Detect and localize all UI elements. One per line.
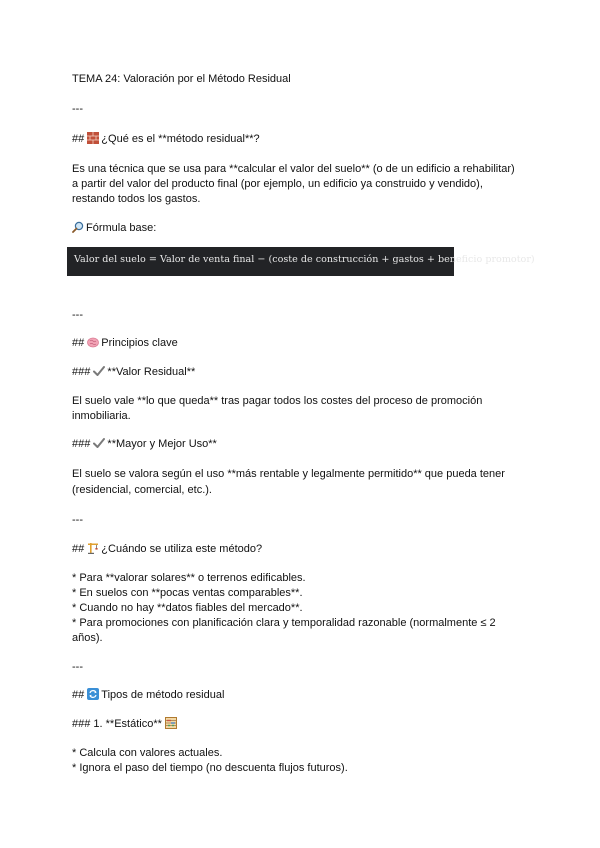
heading-valor-residual [72, 364, 195, 380]
formula-label [72, 220, 156, 236]
magnifier-icon [72, 221, 84, 233]
paragraph-line: El suelo vale **lo que queda** tras pagar todos los costes del proceso de promoción [72, 395, 483, 407]
paragraph-line: El suelo se valora según el uso **más rentable y legalmente permitido** que pueda tener [72, 468, 505, 480]
heading-prefix: ### [72, 366, 94, 378]
formula-label-text: Fórmula base: [86, 222, 157, 234]
horizontal-rule: --- [72, 103, 83, 115]
paragraph-line: a partir del valor del producto final (por ejemplo, un edificio ya construido y vendido), [72, 178, 483, 190]
brick-icon [87, 132, 99, 144]
list-item: * Para promociones con planificación clara y temporalidad razonable (normalmente ≤ 2 [72, 617, 496, 629]
heading-text: ### 1. **Estático** [72, 718, 165, 730]
list-item: años). [72, 632, 103, 644]
check-icon [93, 437, 105, 449]
heading-prefix: ## [72, 689, 88, 701]
horizontal-rule: --- [72, 514, 83, 526]
list-item: * Ignora el paso del tiempo (no descuenta flujos futuros). [72, 762, 348, 774]
heading-tipos [72, 687, 224, 703]
paragraph-line: Es una técnica que se usa para **calcular el valor del suelo** (o de un edificio a rehabilitar) [72, 163, 515, 175]
heading-text: Principios clave [101, 337, 178, 349]
formula-text: Valor del suelo = Valor de venta final − (coste de construcción + gastos + beneficio promotor) [74, 254, 535, 265]
horizontal-rule: --- [72, 309, 83, 321]
cycle-icon [87, 688, 99, 700]
heading-prefix: ## [72, 543, 88, 555]
heading-text: ¿Qué es el **método residual**? [101, 133, 260, 145]
heading-principios [72, 335, 178, 351]
paragraph-line: restando todos los gastos. [72, 193, 201, 205]
heading-prefix: ### [72, 438, 94, 450]
list-item: * En suelos con **pocas ventas comparables**. [72, 587, 303, 599]
abacus-icon [165, 717, 177, 729]
horizontal-rule: --- [72, 661, 83, 673]
heading-cuando [72, 541, 262, 557]
heading-que-es [72, 131, 260, 147]
heading-text: Tipos de método residual [101, 689, 225, 701]
heading-mayor-uso [72, 436, 217, 452]
formula-image [67, 247, 535, 276]
heading-text: **Mayor y Mejor Uso** [107, 438, 217, 450]
list-item: * Calcula con valores actuales. [72, 747, 223, 759]
check-icon [93, 365, 105, 377]
heading-estatico [72, 716, 179, 732]
document-title: TEMA 24: Valoración por el Método Residual [72, 73, 291, 85]
list-item: * Para **valorar solares** o terrenos edificables. [72, 572, 306, 584]
list-item: * Cuando no hay **datos fiables del mercado**. [72, 602, 303, 614]
heading-text: **Valor Residual** [107, 366, 196, 378]
heading-prefix: ## [72, 337, 88, 349]
brain-icon [87, 336, 99, 348]
heading-prefix: ## [72, 133, 88, 145]
paragraph-line: inmobiliaria. [72, 410, 131, 422]
heading-text: ¿Cuándo se utiliza este método? [101, 543, 263, 555]
crane-icon [87, 542, 99, 554]
paragraph-line: (residencial, comercial, etc.). [72, 484, 212, 496]
